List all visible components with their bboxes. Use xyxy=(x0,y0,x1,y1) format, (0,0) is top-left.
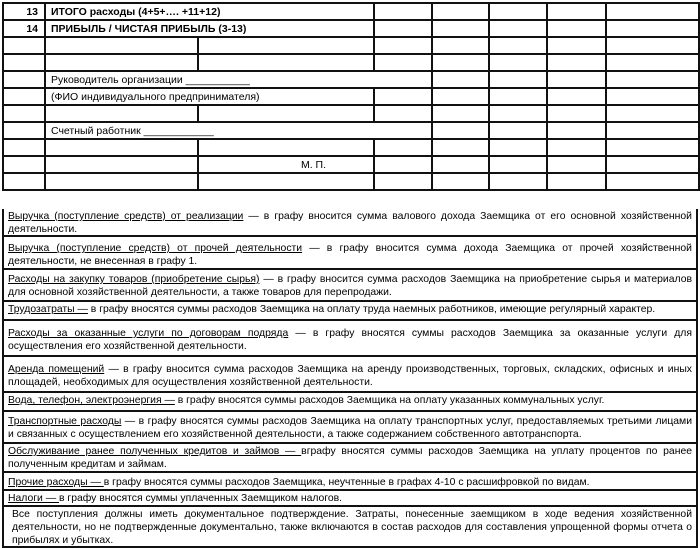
blank-cell xyxy=(3,88,45,105)
blank-cell xyxy=(547,88,606,105)
note-term: Расходы за оказанные услуги по договорам подряда xyxy=(8,328,289,339)
note-transport xyxy=(2,412,698,444)
blank-cell xyxy=(547,105,606,122)
blank-cell xyxy=(606,88,699,105)
blank-row xyxy=(3,173,699,190)
value-cell[interactable] xyxy=(606,3,699,20)
fio-label: (ФИО индивидуального предпринимателя) xyxy=(45,88,374,105)
blank-cell xyxy=(198,54,374,71)
note-text: — в графу вносятся суммы расходов Заемщика за оказанные услуги для осуществления его хозяйственной деятельности. xyxy=(8,328,692,352)
instructions-notes xyxy=(2,209,698,548)
value-cell[interactable] xyxy=(547,3,606,20)
blank-cell xyxy=(198,173,374,190)
value-cell[interactable] xyxy=(547,20,606,37)
blank-cell xyxy=(45,173,198,190)
blank-cell xyxy=(432,122,489,139)
value-cell[interactable] xyxy=(606,20,699,37)
note-other-expenses xyxy=(2,473,698,491)
blank-cell xyxy=(547,173,606,190)
blank-cell xyxy=(432,156,489,173)
blank-cell xyxy=(606,122,699,139)
blank-row xyxy=(3,54,699,71)
blank-cell xyxy=(374,88,432,105)
stamp-row xyxy=(3,156,699,173)
blank-cell xyxy=(374,105,432,122)
blank-cell xyxy=(606,54,699,71)
blank-cell xyxy=(606,156,699,173)
note-term: Прочие расходы — xyxy=(8,477,104,488)
table-row-13 xyxy=(3,3,699,20)
note-text: в графу вносятся суммы расходов Заемщика на оплату указанных коммунальных услуг. xyxy=(174,395,605,406)
blank-cell xyxy=(547,71,606,88)
blank-cell xyxy=(3,139,45,156)
blank-row xyxy=(3,37,699,54)
blank-cell xyxy=(3,54,45,71)
value-cell[interactable] xyxy=(374,3,432,20)
note-text: — в графу вносится сумма валового дохода Заемщика от его основной хозяйственной деятельности. xyxy=(8,211,692,235)
row-label: ПРИБЫЛЬ / ЧИСТАЯ ПРИБЫЛЬ (3-13) xyxy=(45,20,374,37)
report-table xyxy=(2,2,700,191)
blank-cell xyxy=(606,105,699,122)
blank-cell xyxy=(489,173,547,190)
blank-cell xyxy=(432,173,489,190)
blank-cell xyxy=(3,71,45,88)
blank-cell xyxy=(432,105,489,122)
note-term: Выручка (поступление средств) от реализации xyxy=(8,211,244,222)
note-rent xyxy=(2,357,698,393)
row-label: ИТОГО расходы (4+5+…. +11+12) xyxy=(45,3,374,20)
note-text: — в графу вносится сумма дохода Заемщика от прочей хозяйственной деятельности, не внесенная в графу 1. xyxy=(8,243,692,267)
note-term: Аренда помещений xyxy=(8,364,105,375)
accountant-signature-label[interactable]: Счетный работник ____________ xyxy=(45,122,432,139)
note-final: Все поступления должны иметь документальное подтверждение. Затраты, понесенные заемщиком в ходе ведения хозяйственной деятельности, но не подтвержденные документально, также включаются в состав расходов для составления упрощенной формы отчета о прибылях и убытках. xyxy=(2,507,698,548)
note-contract-services xyxy=(2,321,698,357)
blank-cell xyxy=(547,37,606,54)
blank-cell xyxy=(45,156,198,173)
blank-cell xyxy=(45,105,198,122)
blank-cell xyxy=(3,173,45,190)
blank-cell xyxy=(489,71,547,88)
note-utilities xyxy=(2,393,698,412)
note-text: в графу вносятся суммы расходов Заемщика, неучтенные в графах 4-10 с расшифровкой по видам. xyxy=(103,477,590,488)
blank-cell xyxy=(489,54,547,71)
value-cell[interactable] xyxy=(489,20,547,37)
note-revenue-main xyxy=(2,209,698,237)
blank-cell xyxy=(547,139,606,156)
blank-row xyxy=(3,139,699,156)
note-loans xyxy=(2,444,698,473)
value-cell[interactable] xyxy=(374,20,432,37)
head-signature-row xyxy=(3,71,699,88)
table-row-14 xyxy=(3,20,699,37)
note-text: в графу вносятся суммы расходов Заемщика на оплату труда наемных работников, имеющие регулярный характер. xyxy=(87,304,656,315)
note-revenue-other xyxy=(2,237,698,270)
note-text: в графу вносятся суммы уплаченных Заемщиком налогов. xyxy=(59,493,343,504)
stamp-label: М. П. xyxy=(198,156,374,173)
note-text: — в графу вносится сумма расходов Заемщика на аренду производственных, торговых, складских, офисных и иных площадей, необходимых для осуществления хозяйственной деятельности. xyxy=(8,364,692,388)
note-term: Налоги — xyxy=(8,493,59,504)
blank-cell xyxy=(489,139,547,156)
value-cell[interactable] xyxy=(432,20,489,37)
blank-cell xyxy=(432,37,489,54)
blank-cell xyxy=(547,54,606,71)
blank-cell xyxy=(3,122,45,139)
note-term: Транспортные расходы xyxy=(8,416,122,427)
blank-cell xyxy=(374,156,432,173)
blank-cell xyxy=(45,54,198,71)
blank-cell xyxy=(489,37,547,54)
fio-row xyxy=(3,88,699,105)
blank-cell xyxy=(489,122,547,139)
blank-cell xyxy=(489,88,547,105)
note-term: Выручка (поступление средств) от прочей деятельности xyxy=(8,243,303,254)
note-purchases xyxy=(2,270,698,302)
note-labor xyxy=(2,302,698,321)
value-cell[interactable] xyxy=(432,3,489,20)
blank-cell xyxy=(198,139,374,156)
blank-cell xyxy=(547,156,606,173)
blank-cell xyxy=(3,105,45,122)
blank-cell xyxy=(374,173,432,190)
blank-cell xyxy=(432,139,489,156)
blank-cell xyxy=(198,105,374,122)
row-number: 14 xyxy=(3,20,45,37)
blank-cell xyxy=(45,139,198,156)
blank-cell xyxy=(547,122,606,139)
value-cell[interactable] xyxy=(489,3,547,20)
accountant-signature-row xyxy=(3,122,699,139)
blank-cell xyxy=(374,37,432,54)
blank-cell xyxy=(374,54,432,71)
blank-cell xyxy=(489,105,547,122)
note-term: Обслуживание ранее полученных кредитов и займов — xyxy=(8,446,302,457)
note-term: Расходы на закупку товаров (приобретение сырья) xyxy=(8,274,260,285)
blank-cell xyxy=(489,156,547,173)
blank-row xyxy=(3,105,699,122)
note-text: — в графу вносятся суммы расходов Заемщика на оплату транспортных услуг, предоставляемых третьими лицами и связанных с осуществлением его хозяйственной деятельности, а также содержанием собственного автотранспорта. xyxy=(8,416,692,440)
blank-cell xyxy=(606,37,699,54)
note-taxes xyxy=(2,491,698,507)
blank-cell xyxy=(606,71,699,88)
note-text: — в графу вносится сумма расходов Заемщика на приобретение сырья и материалов для основной хозяйственной деятельности, а также товаров для перепродажи. xyxy=(8,274,692,298)
blank-cell xyxy=(374,139,432,156)
head-signature-label[interactable]: Руководитель организации ___________ xyxy=(45,71,432,88)
blank-cell xyxy=(3,156,45,173)
blank-cell xyxy=(45,37,198,54)
note-text: вграфу вносятся суммы расходов Заемщика на уплату процентов по ранее полученным кредитам и займам. xyxy=(8,446,692,470)
blank-cell xyxy=(432,71,489,88)
blank-cell xyxy=(3,37,45,54)
note-term: Вода, телефон, электроэнергия — xyxy=(8,395,175,406)
note-term: Трудозатраты — xyxy=(8,304,88,315)
blank-cell xyxy=(606,173,699,190)
blank-cell xyxy=(198,37,374,54)
blank-cell xyxy=(606,139,699,156)
row-number: 13 xyxy=(3,3,45,20)
blank-cell xyxy=(432,54,489,71)
blank-cell xyxy=(432,88,489,105)
